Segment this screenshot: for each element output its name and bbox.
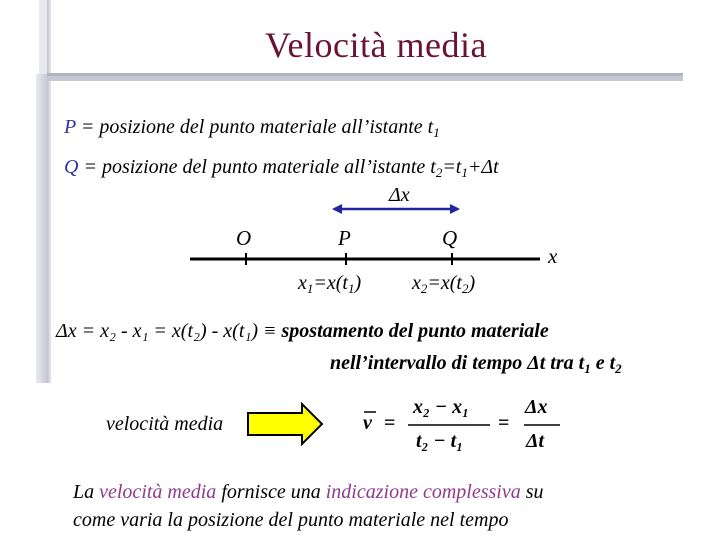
displacement-formula: Δx = x₂ - x₁ = x(t₂) - x(t₁) ≡ [56,320,277,342]
x1-mid: =x(t [313,272,348,294]
x2-sub2: 2 [461,281,469,296]
x1-sub2: 1 [347,281,355,296]
velocity-label: velocità media [106,413,224,435]
footer-text [73,478,693,534]
x1-sub: 1 [306,281,314,296]
numerator-1: x₂ − x₁ [413,396,470,418]
x1-post: ) [354,272,362,294]
displacement-text1: spostamento del punto materiale [281,320,549,342]
q-tail: +Δt [467,156,499,178]
eq-sign-1: = [384,412,396,434]
q-point-label: Q [442,226,458,250]
footer-l1a: La [73,481,100,503]
p-point-label: P [338,226,351,250]
x1-pre: x [298,272,307,294]
yellow-arrow-icon [248,404,322,444]
q-text: = posizione del punto materiale all’istante t [78,156,436,178]
displacement-sub-a: 1 [584,361,591,376]
denominator-1: t₂ − t₁ [416,430,464,452]
q-symbol: Q [64,156,79,178]
eq-sign-2: = [498,412,510,434]
displacement-sub-b: 2 [615,361,622,376]
x2-sub: 2 [420,281,428,296]
footer-l2: come varia la posizione del punto materiale nel tempo [73,509,509,531]
q-sub2: 1 [461,165,468,180]
displacement-text2a: nell’intervallo di tempo Δt tra t [330,352,585,374]
q-sub1: 2 [435,165,443,180]
origin-label: O [236,226,252,250]
x2-label [412,272,475,297]
x1-label [298,272,361,297]
v-symbol: v [363,412,372,434]
x2-mid: =x(t [427,272,462,294]
x2-post: ) [468,272,476,294]
displacement-line2 [330,352,622,377]
p-symbol: P [64,116,76,138]
footer-l1b: velocità media [99,481,217,503]
x2-pre: x [412,272,421,294]
footer-l1e: su [520,481,544,503]
p-sub: 1 [433,125,440,140]
numerator-2: Δx [525,396,548,418]
footer-l1c: fornisce una [216,481,326,503]
q-mid: =t [442,156,462,178]
footer-l1d: indicazione complessiva [325,481,521,503]
slide-title: Velocità media [265,25,487,65]
displacement-text2b: e t [590,352,616,374]
displacement-line [56,320,549,343]
x-axis-label: x [548,244,558,268]
p-text: = posizione del punto materiale all’istante t [75,116,434,138]
denominator-2: Δt [526,430,545,452]
delta-x-label: Δx [389,184,410,206]
